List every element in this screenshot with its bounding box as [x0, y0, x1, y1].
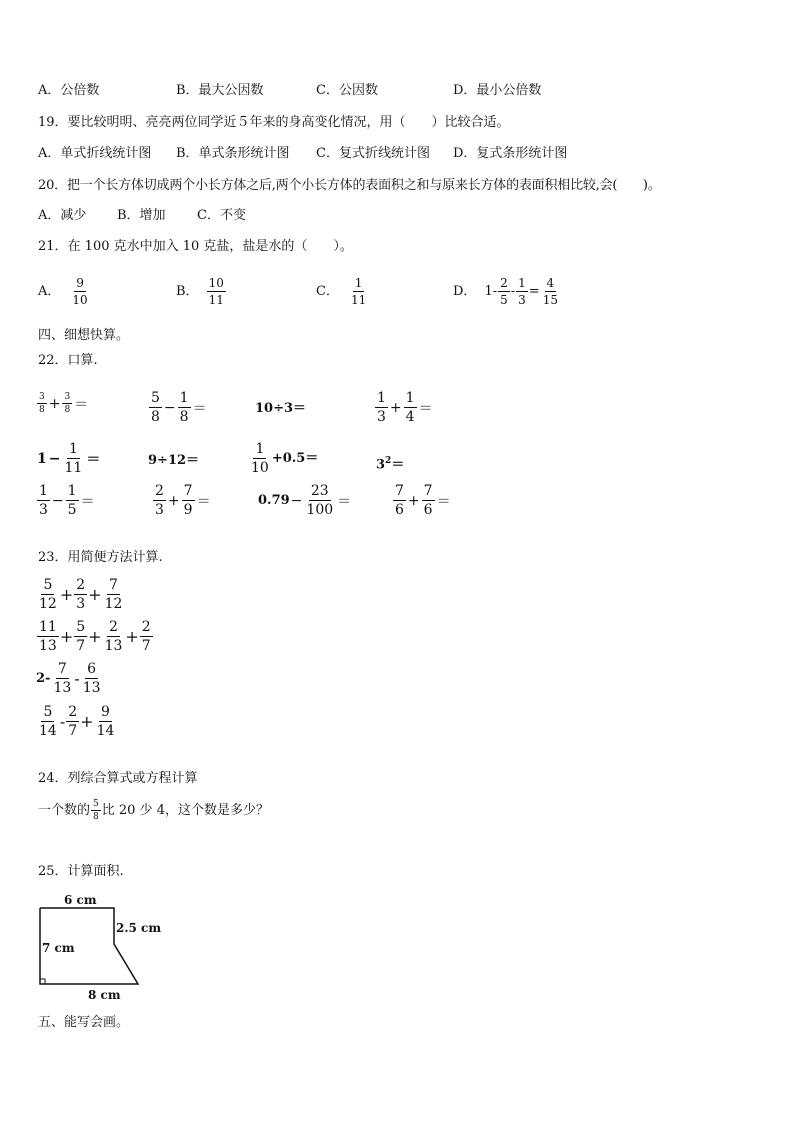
fraction: 9 10: [72, 276, 88, 307]
q18-option-a: A．公倍数: [38, 83, 100, 98]
expr-lead: 2-: [36, 670, 51, 686]
q22-r2-a: [36, 441, 101, 476]
operator: ＝: [337, 493, 352, 510]
q22-r1-d: [374, 390, 434, 425]
fraction: 5 14: [39, 704, 57, 739]
expr-tail: +0.5＝: [271, 450, 319, 466]
fraction: $\frac{1}{11}$: [64, 441, 83, 476]
q18-option-c: C．公因数: [316, 83, 378, 98]
fraction: 11 13: [39, 619, 57, 654]
fraction: 10 11: [208, 276, 224, 307]
problem-text-pre: 一个数的: [38, 802, 91, 818]
q21-stem: 21．在 100 克水中加入 10 克盐，盐是水的（ ）。: [38, 239, 353, 254]
operator: ＝: [86, 451, 101, 468]
q19-option-d: D．复式条形统计图: [453, 146, 568, 161]
fraction: 2 5: [500, 276, 508, 307]
q21-option-a: [38, 276, 91, 307]
q22-r3-b: [152, 483, 212, 518]
fraction: 6 13: [82, 661, 101, 696]
expr-lead: 1-: [484, 283, 498, 299]
q19-option-b: B．单式条形统计图: [176, 146, 290, 161]
fraction: 2 7: [68, 704, 78, 739]
fraction: 1 3: [377, 390, 386, 425]
fraction: $\frac{2}{3}$: [76, 577, 86, 612]
q21-option-c: [316, 276, 369, 307]
q20-option-b: B．增加: [117, 208, 166, 223]
q18-option-d: D．最小公倍数: [453, 83, 542, 98]
label-top-length: 6 cm: [64, 893, 97, 907]
fraction: $\frac{9}{14}$: [96, 704, 115, 739]
q21-option-d: [453, 276, 561, 307]
q23-expr-2: [36, 619, 154, 654]
fraction: 5 8: [93, 799, 99, 822]
q24-title: 24．列综合算式或方程计算: [38, 771, 198, 786]
fraction: $\frac{23}{100}$: [306, 483, 334, 518]
operator: ＝: [196, 493, 211, 510]
trapezoid-figure: [34, 894, 164, 1006]
q23-expr-4: [36, 704, 117, 739]
operator: +: [88, 585, 102, 604]
q22-r1-a: [36, 392, 89, 415]
label-bottom-length: 8 cm: [88, 988, 121, 1002]
fraction: 3 8: [39, 392, 45, 415]
q22-r2-c: [248, 441, 318, 476]
operator: −: [51, 492, 64, 509]
fraction: 2 3: [155, 483, 164, 518]
q22-r3-d: [392, 483, 452, 518]
section-5-heading: 五、能写会画。: [38, 1015, 130, 1030]
q19-option-c: C．复式折线统计图: [316, 146, 430, 161]
operator: −: [48, 450, 61, 467]
operator: =: [528, 283, 540, 299]
q18-option-b: B．最大公因数: [176, 83, 264, 98]
operator: +: [59, 585, 74, 604]
option-label: B．: [176, 283, 199, 299]
expr-lead: 1: [37, 450, 47, 467]
fraction: $\frac{1}{8}$: [179, 390, 189, 425]
operator: +: [48, 395, 61, 412]
label-left-height: 7 cm: [42, 941, 75, 955]
q22-r2-b: 9÷12＝: [148, 453, 200, 468]
fraction: 7 13: [53, 661, 72, 696]
q20-option-a: A．减少: [38, 208, 87, 223]
q23-title: 23．用简便方法计算.: [38, 550, 163, 565]
fraction: $\frac{7}{6}$: [423, 483, 433, 518]
operator: −: [290, 492, 303, 509]
q24-problem: [38, 799, 269, 822]
fraction: $\frac{1}{3}$: [518, 276, 526, 307]
operator: ＝: [391, 457, 405, 473]
operator: +: [80, 712, 94, 731]
option-label: D．: [453, 283, 477, 299]
expr-lead: 0.79: [258, 492, 290, 508]
fraction: $\frac{2}{7}$: [141, 619, 151, 654]
section-4-heading: 四、细想快算。: [38, 328, 130, 343]
q22-r1-b: [148, 390, 208, 425]
fraction: 7 6: [395, 483, 404, 518]
operator: ＝: [192, 400, 207, 417]
operator: ＝: [74, 396, 89, 413]
fraction: 1 11: [350, 276, 367, 307]
q19-stem: 19．要比较明明、亮亮两位同学近５年来的身高变化情况，用（ ）比较合适。: [38, 115, 510, 130]
operator: ＝: [436, 493, 451, 510]
operator: +: [125, 627, 139, 646]
q23-expr-3: [36, 661, 104, 696]
q20-stem: 20．把一个长方体切成两个小长方体之后,两个小长方体的表面积之和与原来长方体的表面积相比较,会( )。: [38, 178, 661, 193]
option-label: C．: [316, 283, 339, 299]
fraction: $\frac{1}{5}$: [67, 483, 77, 518]
q23-expr-1: [36, 577, 125, 612]
power-base: 3: [376, 457, 386, 473]
power-exponent: 2: [385, 456, 392, 466]
operator: -: [510, 283, 516, 299]
fraction: $\frac{4}{15}$: [542, 276, 558, 307]
operator: ＝: [418, 400, 433, 417]
fraction: 1 3: [39, 483, 48, 518]
option-label: A．: [38, 283, 61, 299]
q22-title: 22．口算.: [38, 353, 98, 368]
fraction: 5 8: [151, 390, 160, 425]
operator: +: [407, 492, 420, 509]
fraction: $\frac{2}{13}$: [104, 619, 123, 654]
operator: +: [59, 627, 74, 646]
fraction: 1 10: [251, 441, 269, 476]
q22-r3-c: [258, 483, 352, 518]
q22-r2-d: [376, 452, 404, 474]
operator: ＝: [80, 493, 95, 510]
label-right-length: 2.5 cm: [116, 921, 162, 935]
fraction: $\frac{7}{9}$: [183, 483, 193, 518]
operator: −: [163, 399, 176, 416]
fraction: $\frac{5}{7}$: [76, 619, 86, 654]
operator: +: [389, 399, 402, 416]
q25-title: 25．计算面积.: [38, 864, 124, 879]
q22-r1-c: 10÷3＝: [255, 401, 307, 416]
q22-r3-a: [36, 483, 96, 518]
fraction: $\frac{3}{8}$: [64, 392, 71, 415]
q20-option-c: C．不变: [197, 208, 246, 223]
operator: +: [167, 492, 180, 509]
operator: -: [74, 669, 80, 688]
operator: -: [59, 712, 66, 731]
fraction: $\frac{1}{4}$: [405, 390, 415, 425]
operator: +: [88, 627, 102, 646]
fraction: 5 12: [39, 577, 57, 612]
fraction: $\frac{7}{12}$: [104, 577, 123, 612]
q19-option-a: A．单式折线统计图: [38, 146, 152, 161]
q21-option-b: [176, 276, 227, 307]
problem-text-post: 比 20 少 4，这个数是多少？: [101, 802, 269, 818]
